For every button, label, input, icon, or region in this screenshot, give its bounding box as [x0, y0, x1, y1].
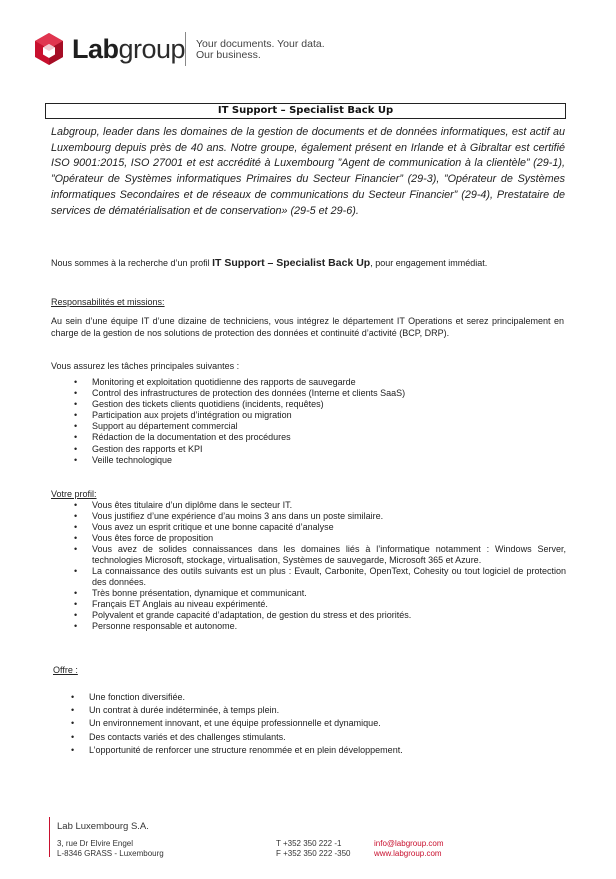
list-item: • Participation aux projets d’intégration ou migration [74, 410, 554, 421]
offer-list [71, 691, 561, 757]
list-item: • Polyvalent et grande capacité d’adaptation, de gestion du stress et des priorités. [74, 610, 566, 621]
logo-divider [185, 32, 186, 66]
footer-address-line-2: L-8346 GRASS - Luxembourg [57, 849, 164, 858]
tasks-intro: Vous assurez les tâches principales suivantes : [51, 361, 240, 371]
list-item: • Support au département commercial [74, 421, 554, 432]
footer-email-link[interactable]: info@labgroup.com [374, 839, 444, 848]
footer-website-link[interactable]: www.labgroup.com [374, 849, 442, 858]
list-item: • Rédaction de la documentation et des procédures [74, 432, 554, 443]
list-item: • Personne responsable et autonome. [74, 621, 566, 632]
footer-address-line-1: 3, rue Dr Elvire Engel [57, 839, 134, 848]
footer-phone: T +352 350 222 -1 [276, 839, 342, 848]
list-item: • Gestion des tickets clients quotidiens (incidents, requêtes) [74, 399, 554, 410]
list-item: • Vous avez un esprit critique et une bonne capacité d’analyse [74, 522, 566, 533]
search-prefix: Nous sommes à la recherche d’un profil [51, 258, 213, 268]
job-title: IT Support – Specialist Back Up [45, 103, 566, 119]
list-item: • Monitoring et exploitation quotidienne des rapports de sauvegarde [74, 377, 554, 388]
responsibilities-paragraph: Au sein d’une équipe IT d’une dizaine de techniciens, vous intégrez le département IT Operations et serez principalement en charge de la gestion de nos solutions de protection des données et continuité d’activité (BCP, DRP). [51, 316, 564, 338]
list-item: • Vous justifiez d’une expérience d’au moins 3 ans dans un poste similaire. [74, 511, 566, 522]
footer-company: Lab Luxembourg S.A. [57, 821, 149, 832]
profile-heading: Votre profil: [51, 489, 97, 499]
list-item: • Vous êtes titulaire d’un diplôme dans le secteur IT. [74, 500, 566, 511]
labgroup-cube-logo-icon [34, 32, 64, 66]
logo-group-text: group [118, 34, 186, 64]
footer-address [57, 839, 164, 859]
list-item: • La connaissance des outils suivants est un plus : Evault, Carbonite, OpenText, Cohesity ou tout logiciel de protection des données. [74, 566, 566, 588]
profile-list [74, 500, 566, 632]
company-intro: Labgroup, leader dans les domaines de la gestion de documents et de données informatiques, est actif au Luxembourg depuis près de 40 ans. Notre groupe, également présent en Irlande et à Gibraltar est certifié ISO 9001:2015, ISO 27001 et est accrédité à Luxembourg ”Agent de communication à la clientèle” (29-1), ”Opérateur de Systèmes informatiques Primaires du Secteur Financier” (29-3), ”Opérateur de Systèmes informatiques Secondaires et de réseaux de communications du Secteur Financier” (29-4), Prestataire de services de dématérialisation et de conservation» (29-5 et 29-6). [51, 126, 565, 217]
search-statement [51, 256, 571, 270]
responsibilities-heading: Responsabilités et missions: [51, 297, 165, 307]
list-item: • Un environnement innovant, et une équipe professionnelle et dynamique. [71, 717, 561, 730]
tagline-line-2: Our business. [196, 49, 261, 61]
list-item: • Control des infrastructures de protection des données (Interne et clients SaaS) [74, 388, 554, 399]
tasks-list [74, 377, 554, 466]
tagline-line-1: Your documents. Your data. [196, 38, 325, 50]
labgroup-wordmark [72, 34, 185, 64]
list-item: • Vous avez de solides connaissances dans les domaines liés à l’informatique notamment : Windows Server, technologies Microsoft, stockage, virtualisation, Systèmes de sauvegarde, Microsoft 365 et Azure. [74, 544, 566, 566]
offer-heading: Offre : [53, 665, 78, 675]
tagline [196, 39, 325, 61]
search-profile: IT Support – Specialist Back Up [212, 257, 371, 269]
footer-phone-fax [276, 839, 351, 859]
list-item: • Un contrat à durée indéterminée, à temps plein. [71, 704, 561, 717]
footer-contact [374, 839, 444, 859]
list-item: • Des contacts variés et des challenges stimulants. [71, 731, 561, 744]
list-item: • Gestion des rapports et KPI [74, 444, 554, 455]
footer-fax: F +352 350 222 -350 [276, 849, 351, 858]
list-item: • Très bonne présentation, dynamique et communicant. [74, 588, 566, 599]
list-item: • Français ET Anglais au niveau expérimenté. [74, 599, 566, 610]
footer-accent-bar [49, 817, 50, 857]
document-header [34, 30, 594, 70]
list-item: • Une fonction diversifiée. [71, 691, 561, 704]
list-item: • L’opportunité de renforcer une structure renommée et en plein développement. [71, 744, 561, 757]
logo-lab-text: Lab [72, 34, 119, 64]
search-suffix: , pour engagement immédiat. [370, 258, 488, 268]
list-item: • Veille technologique [74, 455, 554, 466]
list-item: • Vous êtes force de proposition [74, 533, 566, 544]
